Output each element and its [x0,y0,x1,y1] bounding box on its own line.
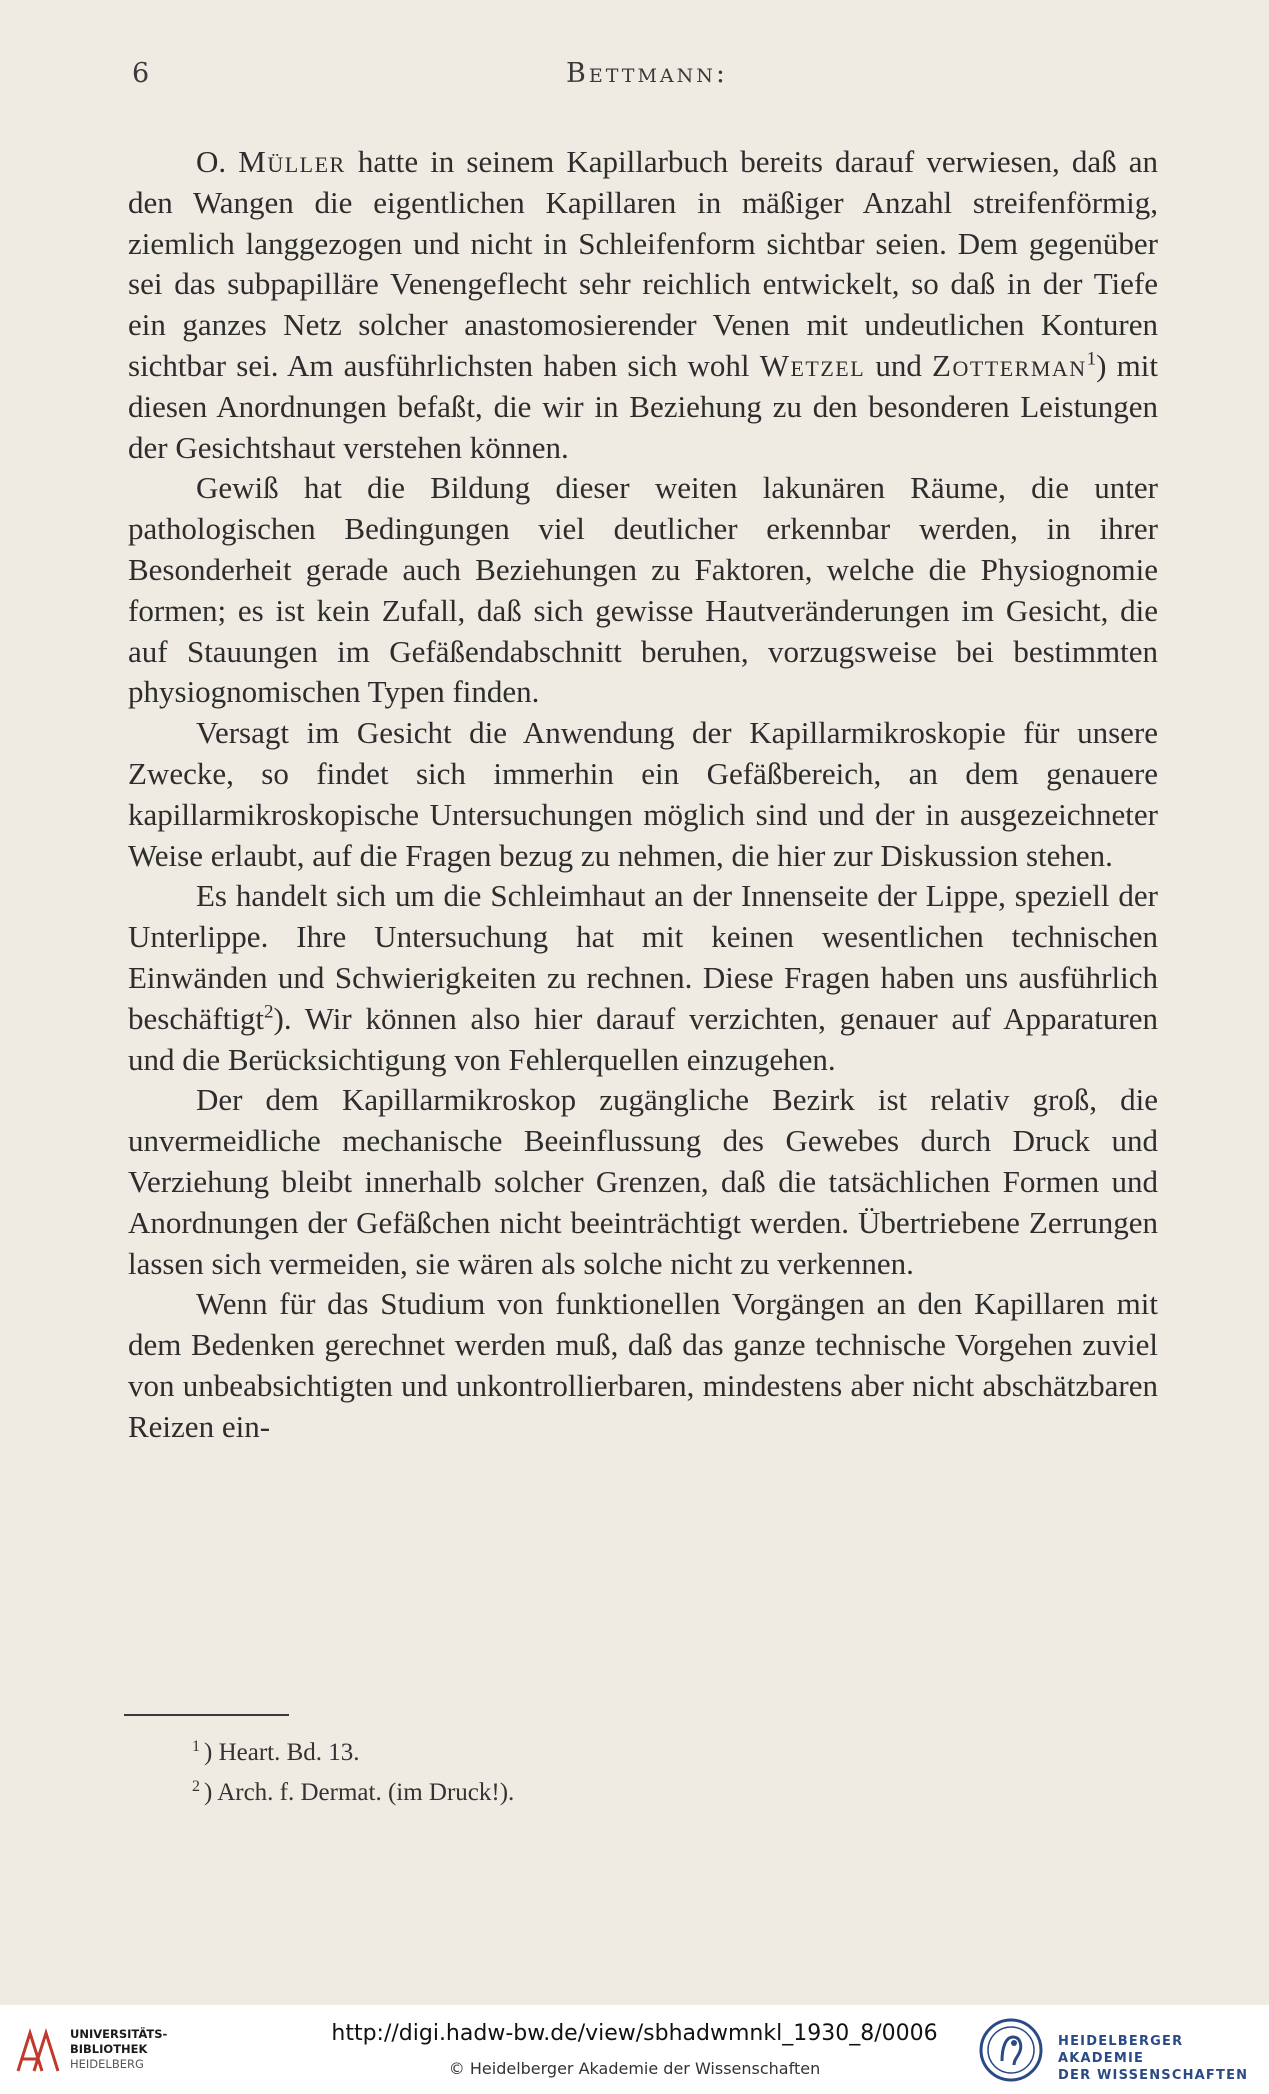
library-line-2: BIBLIOTHEK [70,2042,148,2056]
footnote [192,1773,892,1813]
paragraph [128,142,1158,468]
viewer-footer [0,2005,1269,2094]
author-name: Zotterman [932,347,1087,383]
paragraph [128,1284,1158,1447]
academy-line-1: HEIDELBERGER AKADEMIE [1058,2034,1184,2066]
author-name: Müller [238,144,346,179]
academy-seal-icon [978,2017,1044,2083]
footnote-reference: 2 [264,1001,274,1023]
footnote-mark: 1 [192,1737,200,1755]
paragraph [128,876,1158,1080]
text-run: Versagt im Gesicht die Anwendung der Kapillarmikroskopie für unsere Zwecke, so findet sich immerhin ein Gefäßbereich, an dem genauere kapillarmikroskopische Untersuchungen möglich sind und der in ausgezeichneter Weise erlaubt, auf die Fragen bezug zu nehmen, die hier zur Diskussion stehen. [128,715,1158,873]
footnotes [192,1733,892,1813]
footnote-text: ) Arch. f. Dermat. (im Druck!). [204,1779,515,1806]
footnote-rule [124,1714,289,1716]
text-run: ). Wir können also hier darauf verzichten, genauer auf Apparaturen und die Berücksichtigung von Fehlerquellen einzugehen. [128,1000,1158,1077]
text-run: und [865,347,933,383]
library-line-1: UNIVERSITÄTS- [70,2027,168,2041]
footnote-mark: 2 [192,1777,200,1795]
footnote [192,1733,892,1773]
text-run: Der dem Kapillarmikroskop zugängliche Bezirk ist relativ groß, die unvermeidliche mechanische Beeinflussung des Gewebes durch Druck und Verziehung bleibt innerhalb solcher Grenzen, daß die tatsächlichen Formen und Anordnungen der Gefäßchen nicht beeinträchtigt werden. Übertriebene Zerrungen lassen sich vermeiden, sie wären als solche nicht zu verkennen. [128,1082,1158,1281]
copyright-notice: © Heidelberger Akademie der Wissenschaften [448,2059,821,2078]
text-run: Wenn für das Studium von funktionellen Vorgängen an den Kapillaren mit dem Bedenken gerechnet werden muß, daß das ganze technische Vorgehen zuviel von unbeabsichtigten und unkontrollierbaren, mindestens aber nicht abschätzbaren Reizen ein- [128,1286,1158,1444]
text-run: Es handelt sich um die Schleimhaut an der Innenseite der Lippe, speziell der Unterlippe. Ihre Untersuchung hat mit keinen wesentlichen technischen Einwänden und Schwierigkeiten zu rechnen. Diese Fragen haben uns ausführlich beschäftigt [128,878,1158,1036]
text-run: ) mit diesen Anordnungen befaßt, die wir in Beziehung zu den besonderen Leistungen der Gesichtshaut verstehen können. [128,347,1159,465]
running-title: Bettmann: [566,58,728,89]
document-url-link[interactable]: http://digi.hadw-bw.de/view/sbhadwmnkl_1930_8/0006 [331,2021,938,2046]
paragraph [128,713,1158,876]
author-name: Wetzel [759,347,866,383]
text-run: hatte in seinem Kapillarbuch bereits darauf verwiesen, daß an den Wangen die eigentlichen Kapillaren in mäßiger Anzahl streifenförmig, ziemlich langgezogen und nicht in Schleifenform sichtbar seien. Dem gegenüber sei das subpapilläre Venengeflecht sehr reichlich entwickelt, so daß in der Tiefe ein ganzes Netz solcher anastomosierender Venen mit undeutlichen Konturen sichtbar sei. Am ausführlichsten haben sich wohl [128,144,1158,383]
library-line-3: HEIDELBERG [70,2057,144,2071]
academy-name [1058,2033,1269,2084]
page-header [132,58,1162,98]
text-run: Gewiß hat die Bildung dieser weiten lakunären Räume, die unter pathologischen Bedingungen viel deutlicher erkennbar werden, in ihrer Besonderheit gerade auch Beziehungen zu Faktoren, welche die Physiognomie formen; es ist kein Zufall, daß sich gewisse Hautveränderungen im Gesicht, die auf Stauungen im Gefäßendabschnitt beruhen, vorzugsweise bei bestimmten physiognomischen Typen finden. [128,470,1158,710]
page-number: 6 [132,58,150,89]
footnote-text: ) Heart. Bd. 13. [204,1739,360,1766]
body-text [128,142,1158,1448]
paragraph [128,1080,1158,1284]
text-run: O. [196,144,239,179]
paragraph [128,468,1158,713]
footnote-reference: 1 [1086,348,1097,370]
academy-line-2: DER WISSENSCHAFTEN [1058,2068,1249,2083]
